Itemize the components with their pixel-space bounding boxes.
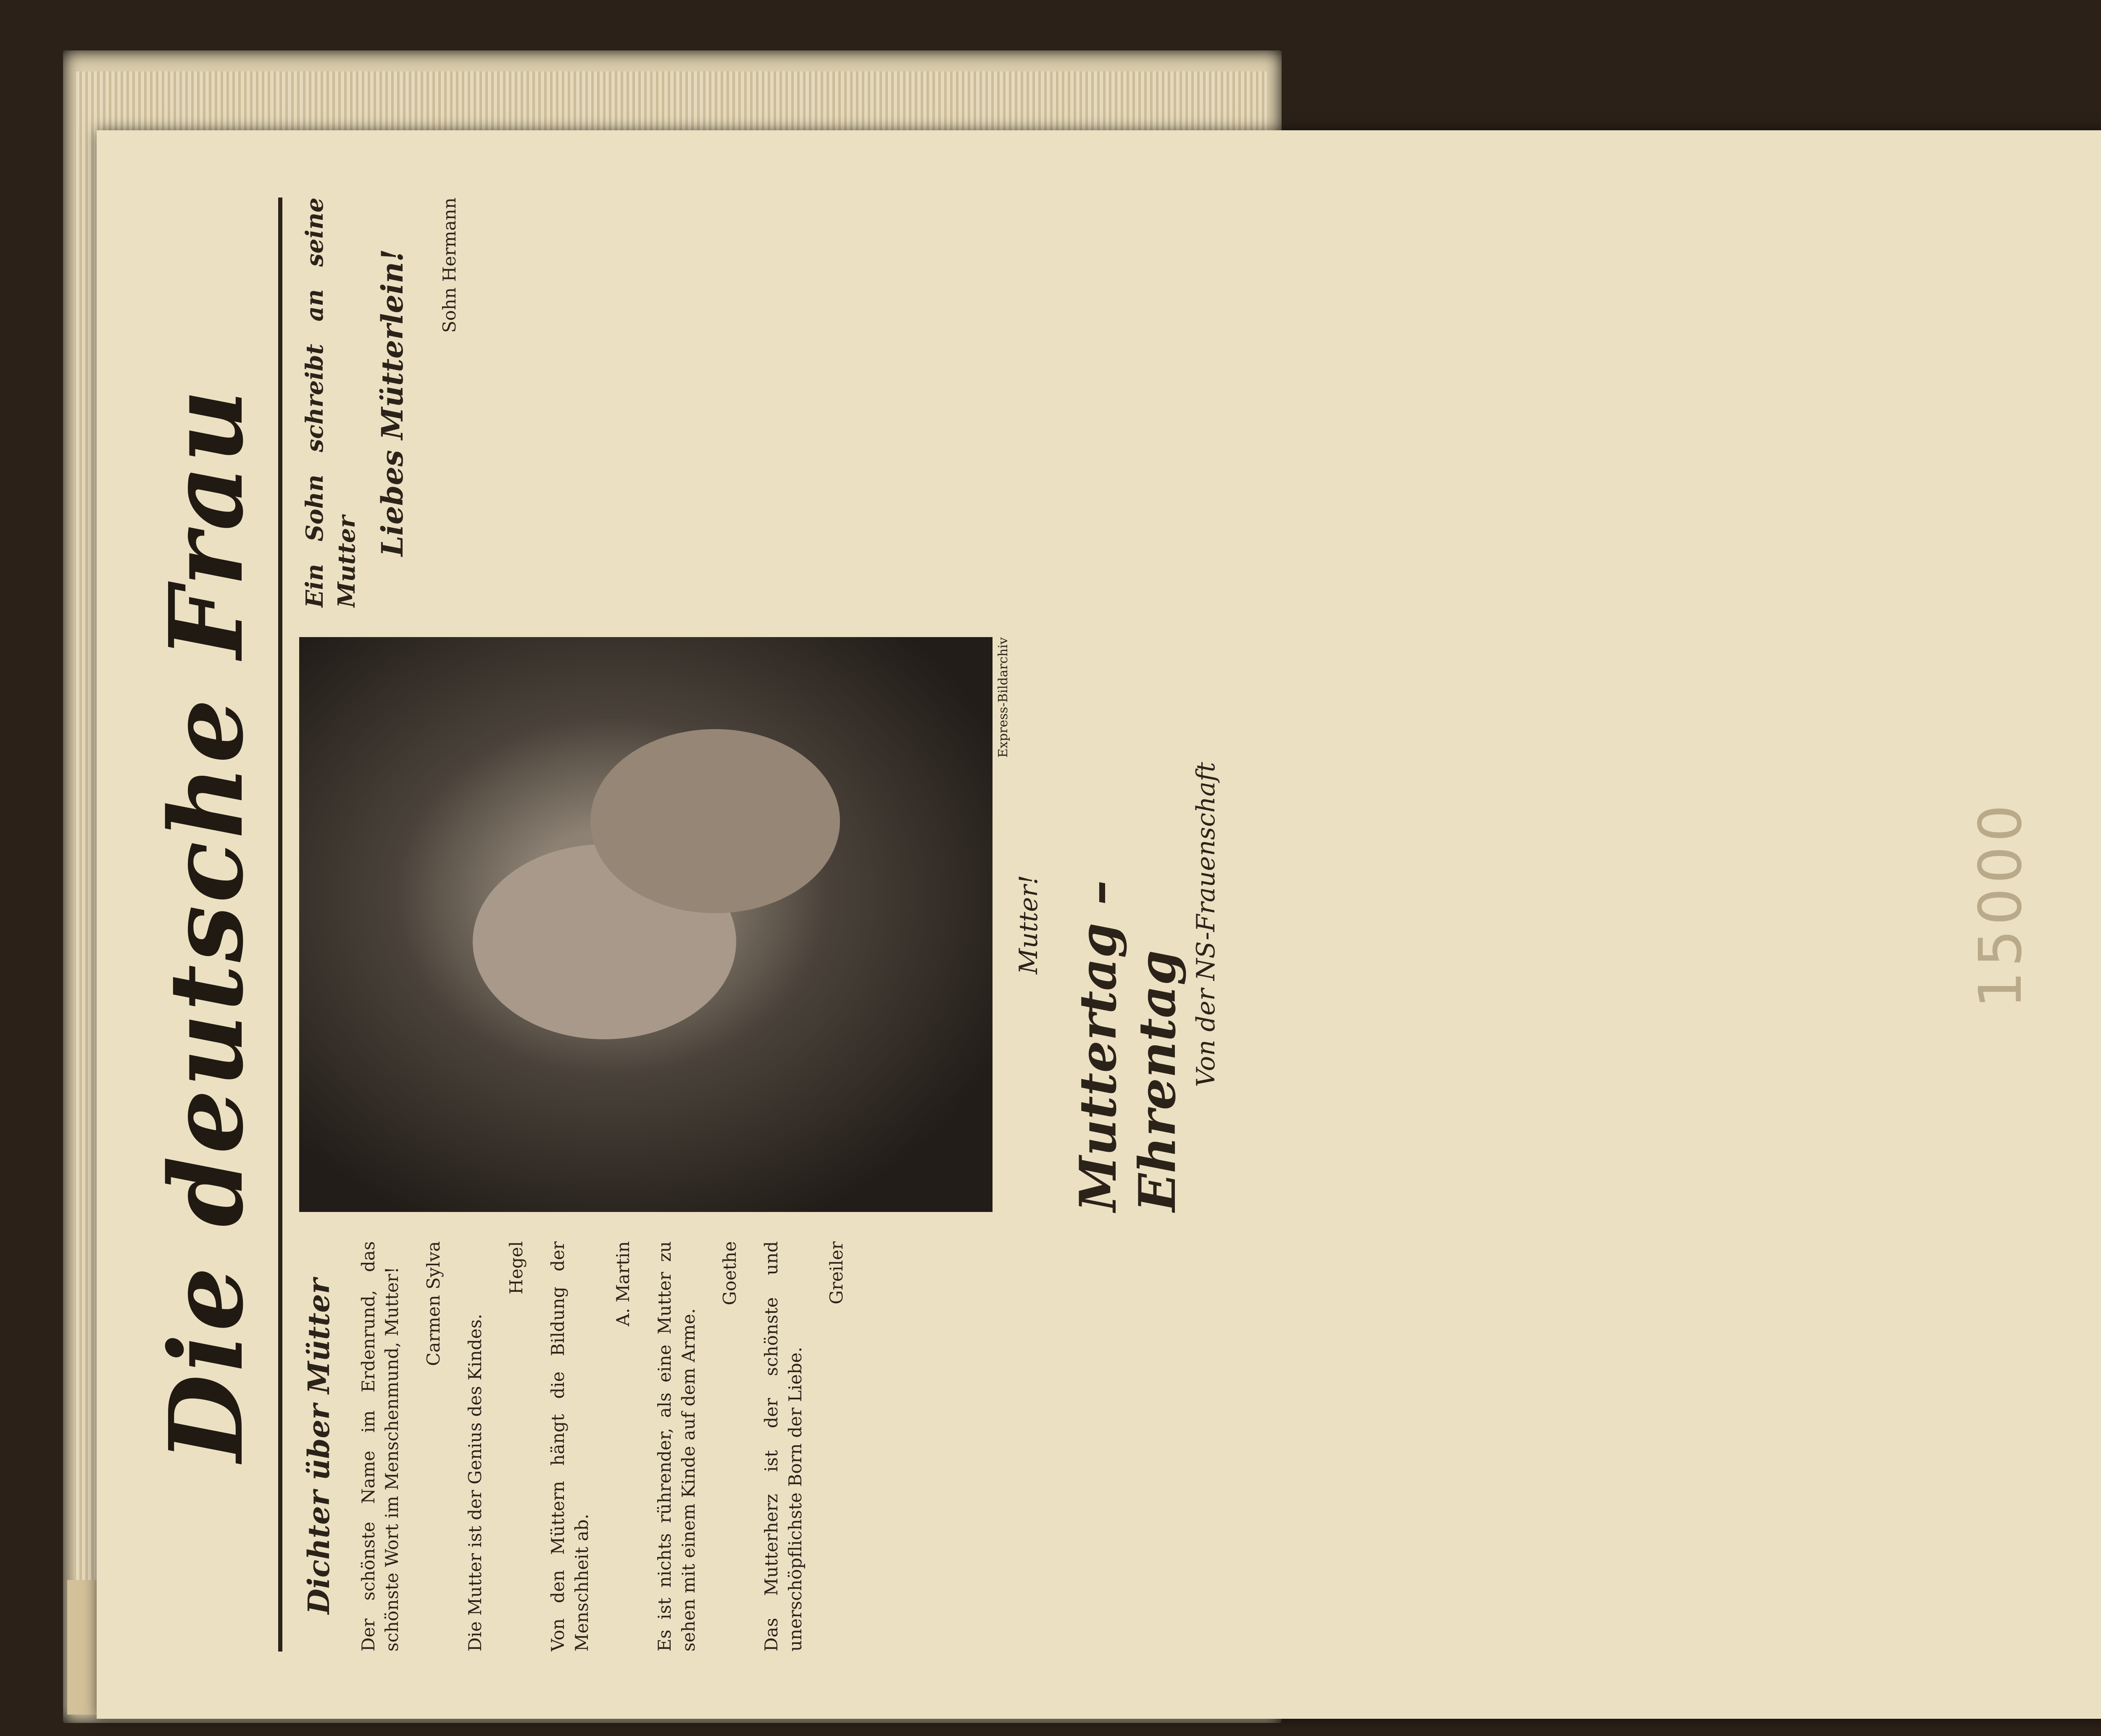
mother-child-photo: [299, 637, 993, 1212]
rotated-sheet: [97, 130, 2101, 1719]
feature-column: [299, 637, 1539, 1212]
quote-author: Goethe: [719, 1241, 740, 1306]
letter-kicker: Ein Sohn schreibt an seine Mutter: [301, 198, 361, 608]
poets-heading: Dichter über Mütter: [301, 1278, 336, 1615]
photo-credit: Express-Bildarchiv: [996, 637, 1011, 758]
letter-signature: Sohn Hermann: [439, 198, 460, 333]
quote-text: Der schönste Name im Erdenrund, das schönste Wort im Menschenmund, Mutter!: [358, 1241, 403, 1652]
feature-headline: Muttertag – Ehrentag: [1069, 880, 1187, 1212]
quote-text: Das Mutterherz ist der schönste und unerschöpflichste Born der Liebe.: [761, 1241, 806, 1652]
quote-text: Es ist nichts rührender, als eine Mutter zu sehen mit einem Kinde auf dem Arme.: [654, 1241, 699, 1652]
photo-caption: Mutter!: [1014, 875, 1043, 975]
quote-author: Greiler: [826, 1241, 847, 1304]
letter-salutation: Liebes Mütterlein!: [375, 249, 410, 556]
photo-face-child: [590, 729, 840, 913]
masthead: Die deutsche Frau: [147, 387, 266, 1462]
quote-text: Die Mutter ist der Genius des Kindes.: [464, 1314, 485, 1652]
quote-author: Carmen Sylva: [423, 1241, 444, 1366]
feature-subhead: Von der NS-Frauenschaft: [1191, 762, 1221, 1087]
newspaper-page: [97, 130, 2101, 1719]
letter-column: [299, 198, 1539, 608]
quote-text: Von den Müttern hängt die Bildung der Menschheit ab.: [547, 1241, 592, 1652]
columns: [299, 198, 1539, 1652]
masthead-rule: [278, 198, 282, 1652]
quote-author: Hegel: [506, 1241, 527, 1295]
poets-column: [299, 1241, 1539, 1652]
archive-stamp: 15000: [1967, 800, 2035, 1009]
quote-author: A. Martin: [613, 1241, 634, 1327]
